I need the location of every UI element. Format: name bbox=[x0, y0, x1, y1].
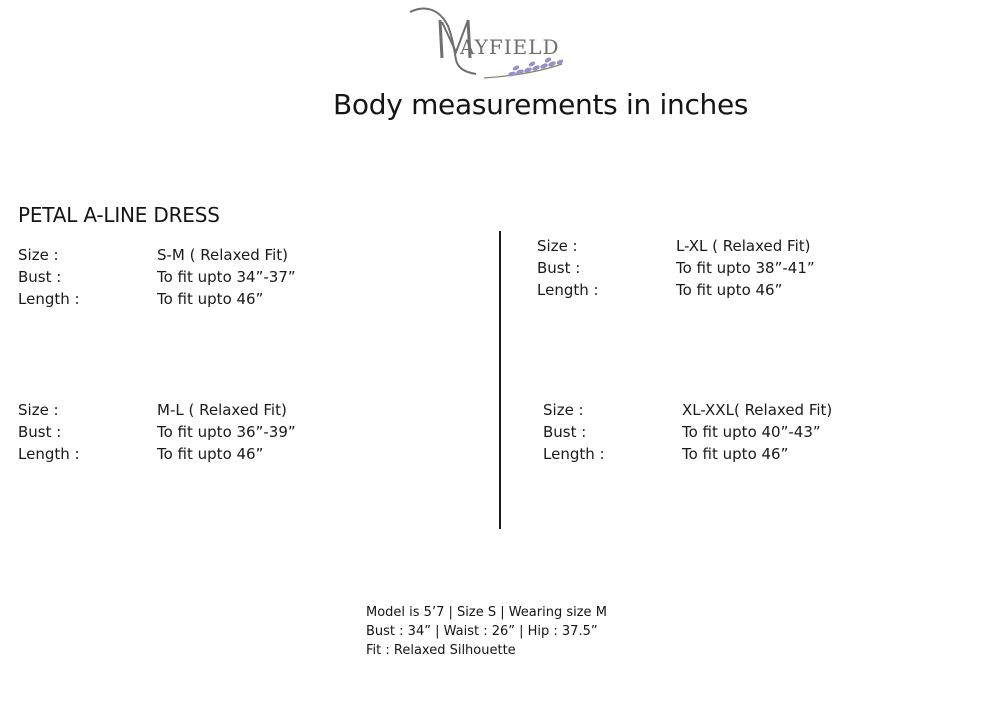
size-row bbox=[18, 399, 296, 421]
model-info-line: Bust : 34” | Waist : 26” | Hip : 37.5” bbox=[366, 624, 598, 639]
bust-label: Bust : bbox=[18, 268, 62, 286]
length-label: Length : bbox=[537, 281, 599, 299]
length-value: To fit upto 46” bbox=[157, 290, 264, 308]
length-label: Length : bbox=[18, 290, 80, 308]
bust-label: Bust : bbox=[537, 259, 581, 277]
length-value: To fit upto 46” bbox=[676, 281, 783, 299]
model-info-line: Fit : Relaxed Silhouette bbox=[366, 643, 516, 658]
column-divider bbox=[499, 231, 501, 529]
bust-value: To fit upto 36”-39” bbox=[157, 423, 296, 441]
length-value: To fit upto 46” bbox=[157, 445, 264, 463]
size-value: L-XL ( Relaxed Fit) bbox=[676, 237, 811, 255]
length-label: Length : bbox=[543, 445, 605, 463]
bust-value: To fit upto 38”-41” bbox=[676, 259, 815, 277]
size-block-s-m bbox=[18, 244, 296, 310]
mayfield-logo bbox=[404, 2, 604, 86]
page-title: Body measurements in inches bbox=[333, 88, 749, 121]
length-value: To fit upto 46” bbox=[682, 445, 789, 463]
size-block-xl-xxl bbox=[543, 399, 832, 465]
bust-row bbox=[537, 257, 815, 279]
bust-label: Bust : bbox=[18, 423, 62, 441]
bust-row bbox=[543, 421, 832, 443]
size-label: Size : bbox=[543, 401, 584, 419]
size-label: Size : bbox=[18, 246, 59, 264]
bust-row bbox=[18, 421, 296, 443]
size-row bbox=[543, 399, 832, 421]
bust-row bbox=[18, 266, 296, 288]
brand-name: AYFIELD bbox=[460, 35, 560, 59]
length-row bbox=[537, 279, 815, 301]
size-label: Size : bbox=[18, 401, 59, 419]
model-info bbox=[366, 603, 607, 660]
size-value: XL-XXL( Relaxed Fit) bbox=[682, 401, 833, 419]
size-block-l-xl bbox=[537, 235, 815, 301]
model-info-line: Model is 5’7 | Size S | Wearing size M bbox=[366, 605, 607, 620]
size-value: M-L ( Relaxed Fit) bbox=[157, 401, 287, 419]
length-row bbox=[18, 288, 296, 310]
product-name: PETAL A-LINE DRESS bbox=[18, 203, 220, 227]
bust-value: To fit upto 40”-43” bbox=[682, 423, 821, 441]
length-row bbox=[18, 443, 296, 465]
size-value: S-M ( Relaxed Fit) bbox=[157, 246, 288, 264]
size-row bbox=[537, 235, 815, 257]
bust-label: Bust : bbox=[543, 423, 587, 441]
size-label: Size : bbox=[537, 237, 578, 255]
size-row bbox=[18, 244, 296, 266]
bust-value: To fit upto 34”-37” bbox=[157, 268, 296, 286]
length-label: Length : bbox=[18, 445, 80, 463]
length-row bbox=[543, 443, 832, 465]
size-block-m-l bbox=[18, 399, 296, 465]
